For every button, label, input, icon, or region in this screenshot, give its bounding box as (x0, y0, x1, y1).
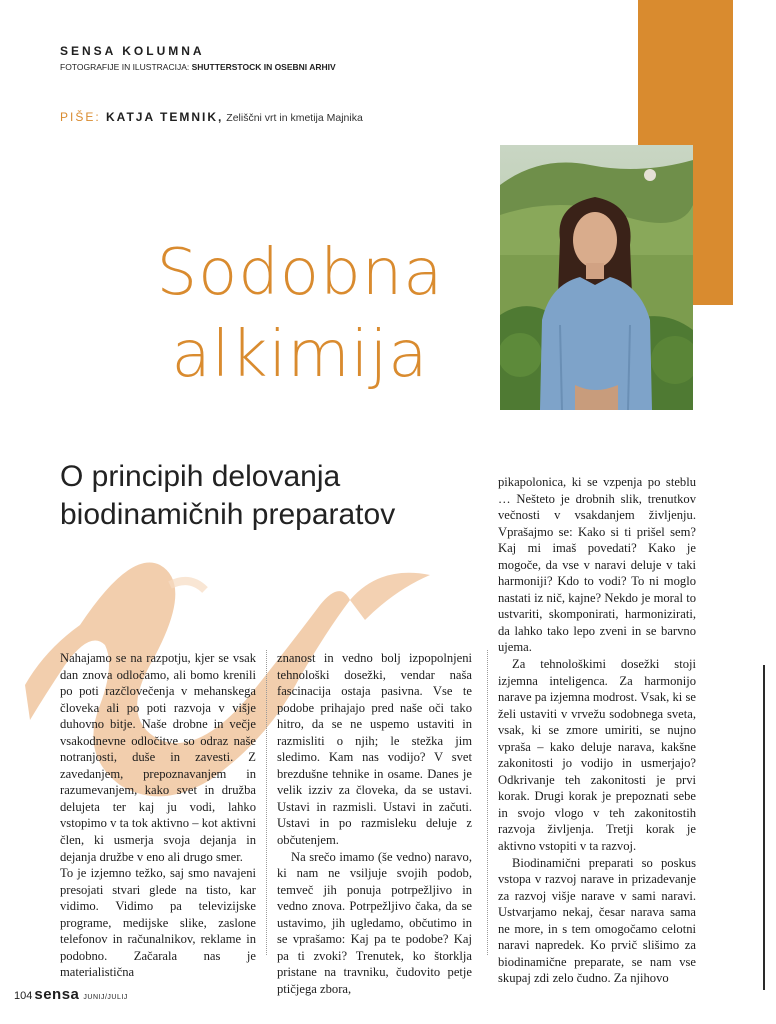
paragraph: pikapolonica, ki se vzpenja po steblu … Nešteto je drobnih slik, trenutkov večnosti v vsakdanjem življenju. Vprašajmo se: Kako si ti prišel sem? Kaj mi imaš povedati? Kako je mogoče, da vse v naravi deluje v taki harmoniji? Kdo to vodi? To ni moglo nastati iz nič, kajne? Nekdo je moral to ustvariti, skomponirati, harmonizirati, da lahko tako lepo zveni in se barvno ujema. (498, 475, 696, 655)
issue-label: JUNIJ/JULIJ (83, 994, 128, 1001)
title-line-2: alkimija (171, 318, 429, 392)
credits-value: SHUTTERSTOCK IN OSEBNI ARHIV (191, 62, 336, 72)
byline (60, 110, 363, 124)
text-column-2 (277, 650, 472, 997)
page-number: 104 (14, 990, 33, 1002)
paragraph: To je izjemno težko, saj smo navajeni presojati stvari glede na tisto, kar vidimo. Vidimo pa televizijske programe, medijske slike, zaslone telefonov in računalnikov, reklame in podobno. Začarala nas je materialistična (60, 866, 256, 980)
magazine-logo: sensa (34, 986, 80, 1003)
section-kicker: SENSA KOLUMNA (60, 44, 205, 58)
text-column-3 (498, 474, 696, 987)
subtitle-line-1: O principih delovanja (60, 460, 341, 493)
column-divider (266, 650, 267, 955)
paragraph: Biodinamični preparati so poskus vstopa v razvoj narave in prizadevanje za razvoj višje narave v sami naravi. Ustvarjamo nekaj, česar narava sama ne more, in s tem omogočamo celotni naravi napredek. Ko prvič slišimo za biodinamične preparate, se nam vse skupaj zdi zelo čudno. Za njihovo (498, 855, 696, 986)
paragraph: Na srečo imamo (še vedno) naravo, ki nam ne vsiljuje svojih podob, temveč jih ponuja potrpežljivo in vedno znova. Potrpežljivo čaka, da se ustavimo, jih ugledamo, občutimo in se vprašamo: Kaj pa te podobe? Kaj pa ti zvoki? Trenutek, ko štorklja pristane na travniku, čudovito petje ptičjega zbora, (277, 849, 472, 996)
article-title (120, 232, 480, 396)
author-affiliation: Zeliščni vrt in kmetija Majnika (223, 112, 363, 124)
paragraph: znanost in vedno bolj izpopolnjeni tehnološki dosežki, vendar naša fascinacija ostaja pasivna. Vse te podobe prihajajo pred naše oči tako hitro, da se ne uspemo ustaviti in razmisliti o njih; le stežka jim sledimo. Kam nas vodijo? V svet brezdušne tehnike in osame. Danes je velik izziv za človeka, da se ustavi. Ustavi in razmisli. Ustavi in začuti. Ustavi in po razmisleku deluje z občutenjem. (277, 651, 472, 848)
photo-credits (60, 62, 336, 72)
article-subtitle (60, 458, 480, 534)
page-footer (14, 986, 128, 1003)
author-photo-image (500, 145, 693, 410)
author-photo (500, 145, 693, 410)
credits-prefix: FOTOGRAFIJE IN ILUSTRACIJA: (60, 62, 192, 72)
text-column-1 (60, 650, 256, 981)
column-divider (487, 650, 488, 955)
title-line-1: Sodobna (156, 236, 444, 310)
byline-label: PIŠE: (60, 110, 107, 124)
subtitle-line-2: biodinamičnih preparatov (60, 498, 396, 531)
paragraph: Nahajamo se na razpotju, kjer se vsak dan znova odločamo, ali bomo krenili po poti razčlovečenja v mehanskega človeka ali po poti razvoja v višje duhovno bitje. Naše drobne in večje vsakodnevne odločitve so odraz naše notranjosti, duše in zavesti. Z zavedanjem, prepoznavanjem in razumevanjem, kako svet in družba delujeta ter kaj ju vodi, lahko vstopimo v ta tok aktivno – kot aktivni člen, ki usmerja svoja dejanja in dejanja družbe v eno ali drugo smer. (60, 651, 256, 864)
author-name: KATJA TEMNIK, (106, 110, 224, 124)
paragraph: Za tehnološkimi dosežki stoji izjemna inteligenca. Za harmonijo narave pa izjemna modrost. Vsak, ki se želi ustaviti v vrvežu sodobnega sveta, vsak, ki se zmore umiriti, se nujno vpraša – kako deluje narava, kakšne zakonitosti jo vodijo in usmerjajo? Odkrivanje teh zakonitosti je prvi korak. Drugi korak je prepoznati sebe in svojo vlogo v teh zakonitostih razvoja življenja. Tretji korak je aktivno vstopiti v ta razvoj. (498, 657, 696, 854)
margin-rule (763, 665, 765, 990)
